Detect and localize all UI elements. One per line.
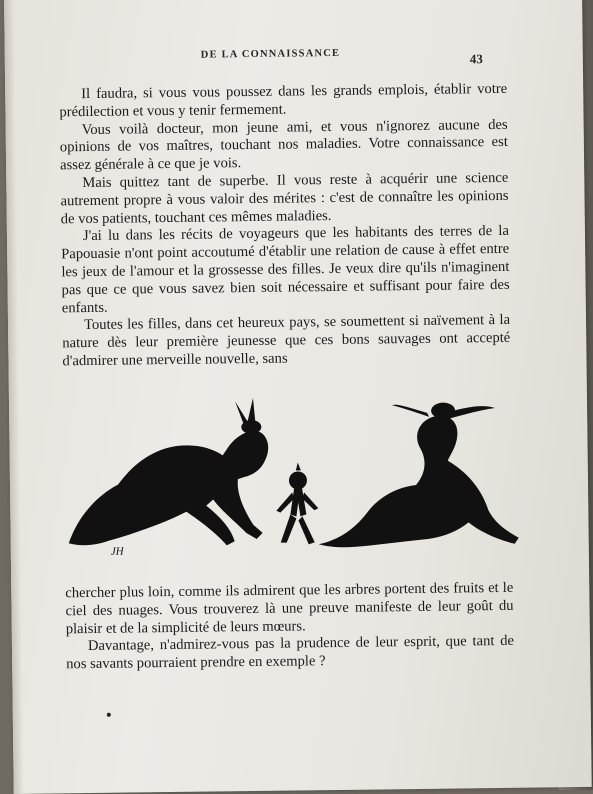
page-gutter-shadow bbox=[4, 0, 24, 794]
paragraph: Davantage, n'admirez-vous pas la prudence de leur esprit, que tant de nos savants pourraient prendre en exemple ? bbox=[66, 633, 515, 673]
paragraph: chercher plus loin, comme ils admirent que les arbres portent des fruits et le ciel des nuages. Vous trouverez là une preuve manifeste de leur goût du plaisir et de la simplicité de leurs mœurs. bbox=[65, 579, 514, 637]
paragraph: Vous voilà docteur, mon jeune ami, et vous n'ignorez aucune des opinions de vos maîtres, touchant nos maladies. Votre connaissance est assez générale à ce que je vois. bbox=[59, 116, 508, 174]
page-number: 43 bbox=[469, 51, 483, 67]
ink-dot bbox=[107, 713, 111, 717]
silhouette-illustration bbox=[47, 390, 529, 574]
child-figure bbox=[276, 462, 319, 545]
paragraph: Il faudra, si vous vous poussez dans les grands emplois, établir votre prédilection et vous y tenir fermement. bbox=[59, 80, 508, 121]
paragraph: Mais quittez tant de superbe. Il vous reste à acquérir une science autrement propre à vous valoir des mérites : c'est de connaître les opinions de vos patients, touchant ces mêmes maladies. bbox=[60, 169, 509, 227]
book-page bbox=[4, 0, 592, 794]
illustrator-signature: JH bbox=[110, 545, 124, 558]
body-text-top bbox=[59, 81, 510, 371]
paragraph: J'ai lu dans les récits de voyageurs que les habitants des terres de la Papouasie n'ont point accoutumé d'établir une relation de cause à effet entre les jeux de l'amour et la grossesse des filles. Je veux dire qu'ils n'imaginent pas que ce que vous savez bien soit nécessaire et suffisant pour faire des enfants. bbox=[61, 223, 510, 316]
illustration-figures bbox=[67, 395, 519, 551]
reclining-figure bbox=[317, 402, 519, 548]
running-head: DE LA CONNAISSANCE bbox=[200, 47, 341, 61]
crouching-figure bbox=[67, 398, 269, 547]
body-text-bottom bbox=[65, 580, 514, 674]
paragraph: Toutes les filles, dans cet heureux pays, se soumettent si naïvement à la nature dès leur première jeunesse que ces bons sauvages ont accepté d'admirer une merveille nouvelle, sans bbox=[62, 312, 511, 370]
